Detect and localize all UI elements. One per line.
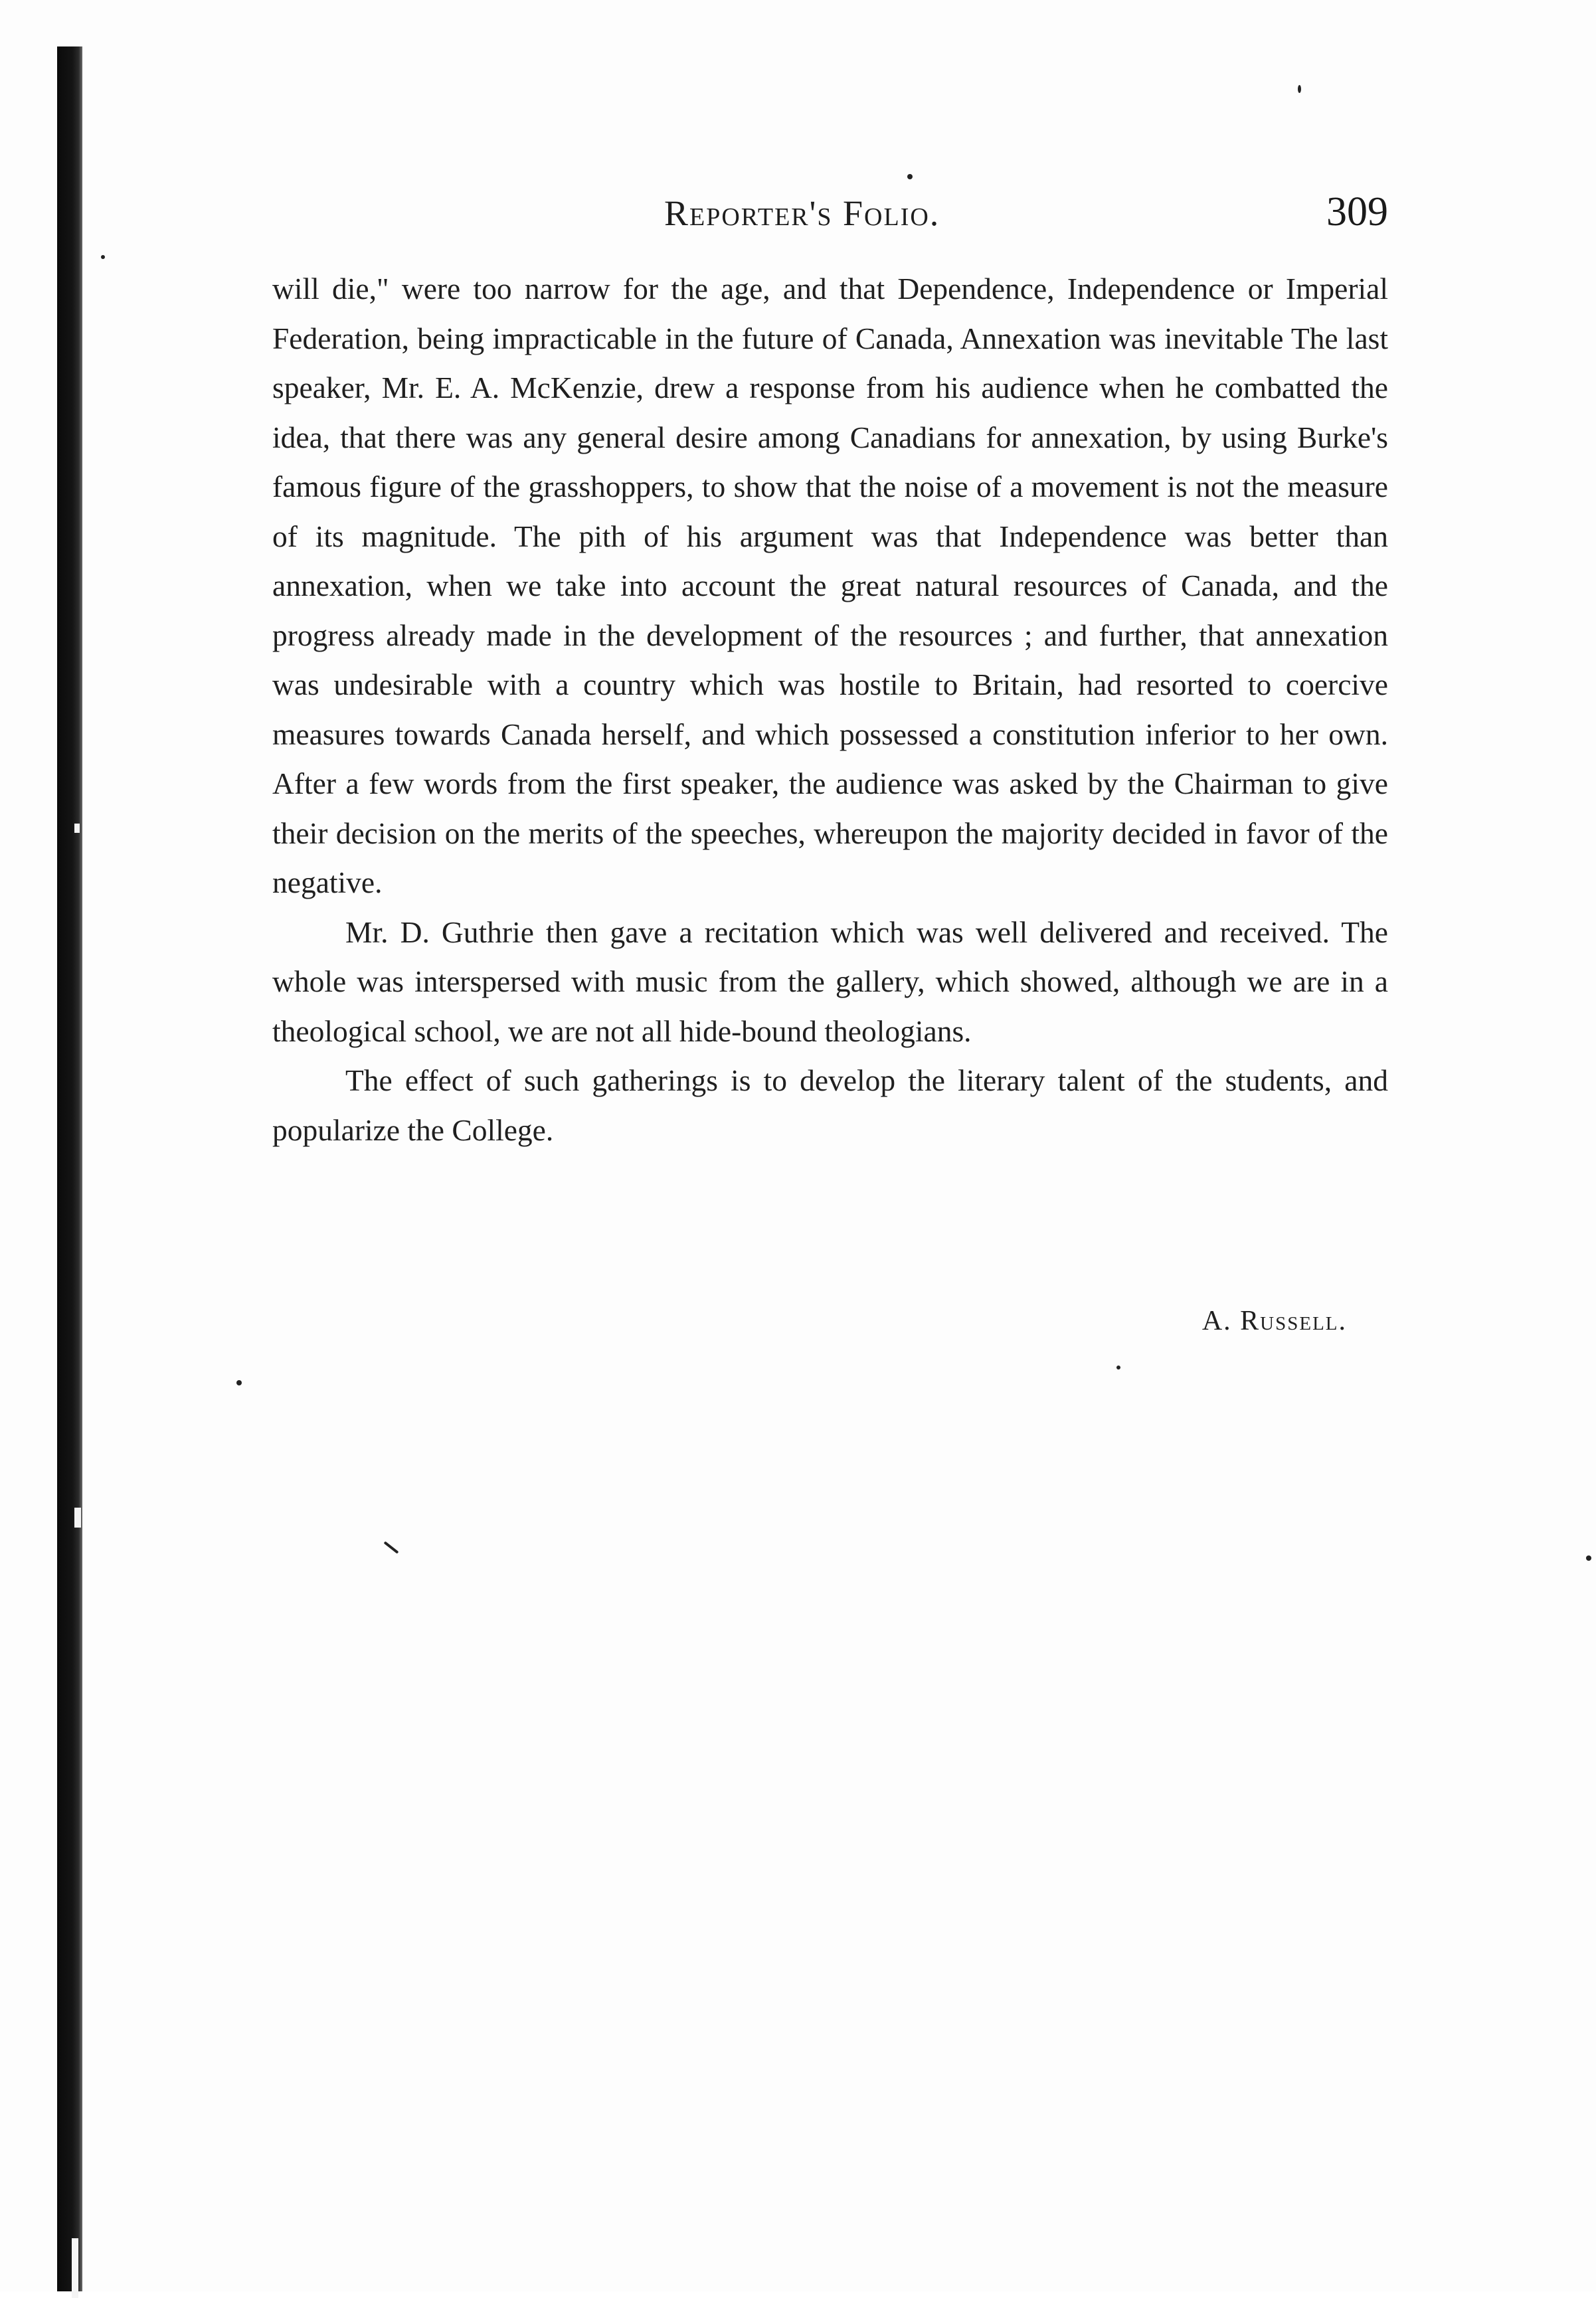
page-header	[272, 189, 1388, 246]
scan-speck	[1298, 85, 1301, 93]
paragraph-conclusion: The effect of such gatherings is to develop the literary talent of the students, and popularize the College.	[272, 1063, 1388, 1147]
paragraph-continuation: will die," were too narrow for the age, and that Dependence, Independence or Imperial Federation, being impracticable in the future of Canada, Annexation was inevitable The last speaker, Mr. E. A. McKenzie, drew a response from his audience when he combatted the idea, that there was any general desire among Canadians for annexation, by using Burke's famous figure of the grasshoppers, to show that the noise of a movement is not the measure of its magnitude. The pith of his argument was that Independence was better than annexation, when we take into account the great natural resources of Canada, and the progress already made in the development of the resources ; and further, that annexation was undesirable with a country which was hostile to Britain, had resorted to coercive measures towards Canada herself, and which possessed a constitution inferior to her own. After a few words from the first speaker, the audience was asked by the Chairman to give their decision on the merits of the speeches, whereupon the majority decided in favor of the negative.	[272, 272, 1388, 899]
binding-notch	[74, 824, 80, 833]
scan-speck	[1586, 1555, 1591, 1561]
binding-notch	[74, 1508, 81, 1528]
scan-speck	[384, 1541, 399, 1553]
running-title: Reporter's Folio.	[664, 193, 940, 233]
paragraph-recitation: Mr. D. Guthrie then gave a recitation which was well delivered and received. The whole was interspersed with music from the gallery, which showed, although we are in a theological school, we are not all hide-bound theologians.	[272, 915, 1388, 1048]
scan-speck	[1116, 1366, 1120, 1370]
article-body	[272, 264, 1388, 1155]
scan-speck	[101, 255, 105, 259]
binding-notch	[72, 2238, 78, 2298]
scan-speck	[236, 1380, 242, 1385]
page-number: 309	[1326, 189, 1388, 234]
author-signature: A. Russell.	[1201, 1306, 1347, 1336]
scan-speck	[907, 174, 913, 179]
binding-edge	[57, 46, 82, 2291]
